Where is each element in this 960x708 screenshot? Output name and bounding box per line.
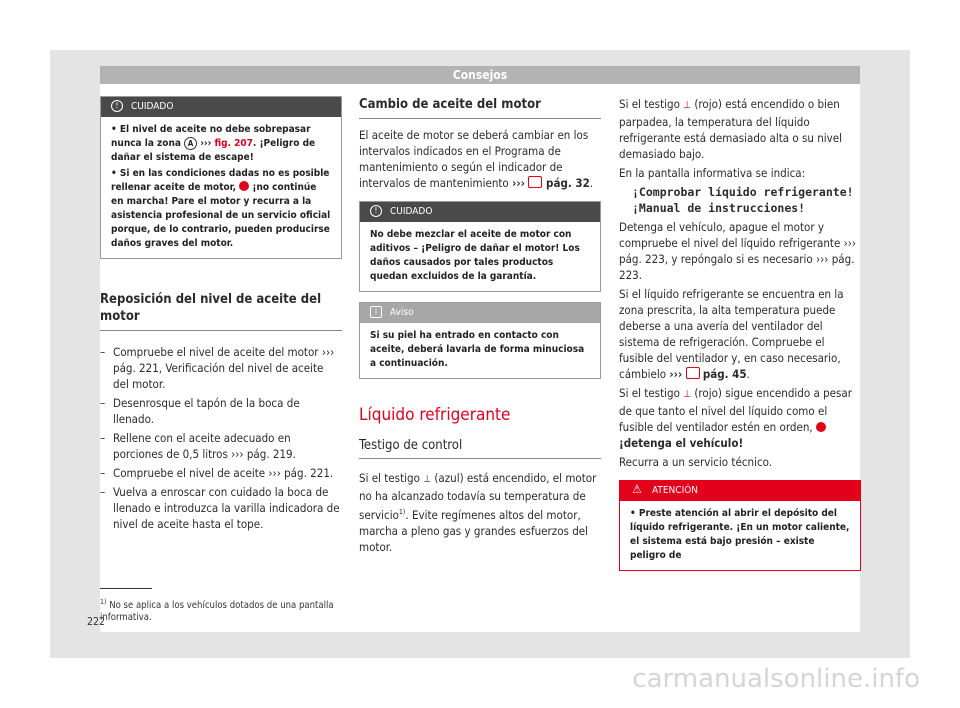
aviso-header: i Aviso [360, 303, 600, 323]
cuidado-box [100, 96, 342, 259]
cuidado-header: ! CUIDADO [101, 97, 341, 117]
display-message: ¡Comprobar líquido refrigerante! [632, 185, 854, 199]
atencion-header: ⚠ ATENCIÓN [620, 481, 860, 501]
warning-triangle-icon: ⚠ [632, 482, 642, 496]
paragraph: Detenga el vehículo, apague el motor y compruebe el nivel del líquido refrigerante ››› pág. 223, y repóngalo si es necesario ››› pág. 223. [619, 220, 857, 282]
running-header: Consejos [100, 66, 860, 84]
callout-a-icon: A [184, 137, 197, 150]
aviso-box: i Aviso Si su piel ha entrado en contacto con aceite, deberá lavarla de forma minuciosa a continuación. [359, 302, 601, 379]
column-left [100, 96, 342, 535]
page-link[interactable]: pág. 45 [702, 367, 747, 381]
coolant-temp-icon: ⊥ [423, 474, 432, 485]
column-right [619, 96, 861, 571]
section-title: Cambio de aceite del motor [359, 97, 541, 112]
list-item: – Compruebe el nivel de aceite del motor ››› pág. 221, Verificación del nivel de aceite del motor. [100, 344, 342, 392]
column-middle [359, 96, 601, 555]
paragraph: Si el testigo ⊥ (rojo) sigue encendido a pesar de que tanto el nivel del líquido como el fusible del ventilador estén en orden, ¡detenga el vehículo! [619, 386, 852, 450]
steps-list [100, 344, 342, 532]
paragraph: Si el testigo ⊥ (rojo) está encendido o bien parpadea, la temperatura del líquido refrigerante está demasiado alta o su nivel demasiado bajo. [619, 97, 843, 161]
warning-circle-icon: ! [370, 205, 382, 217]
page-link[interactable]: pág. 32 [542, 176, 590, 190]
oil-warning-icon [239, 181, 249, 191]
section-title: Reposición del nivel de aceite del motor [100, 292, 322, 324]
chapter-title: Líquido refrigerante [359, 405, 511, 425]
list-item: – Compruebe el nivel de aceite ››› pág. 221. [100, 465, 342, 481]
stop-warning-icon [816, 422, 826, 432]
paragraph: En la pantalla informativa se indica: [619, 166, 806, 180]
warning-circle-icon: ! [111, 100, 123, 112]
cuidado-bullet: • El nivel de aceite no debe sobrepasar nunca la zona A ››› fig. 207. ¡Peligro de dañar el sistema de escape! [111, 124, 316, 163]
footnote: $^{1)}$ No se aplica a los vehículos dotados de una pantalla informativa. [100, 598, 334, 624]
list-item: – Vuelva a enroscar con cuidado la boca de llenado e introduzca la varilla indicadora de nivel de aceite hasta el tope. [100, 484, 342, 532]
book-icon [686, 367, 700, 379]
cuidado-box: ! CUIDADO No debe mezclar el aceite de motor con aditivos – ¡Peligro de dañar el motor! Los daños causados por tales productos quedan excluidos de la garantía. [359, 201, 601, 292]
list-item: – Desenrosque el tapón de la boca de llenado. [100, 395, 342, 427]
display-message: ¡Manual de instrucciones! [632, 201, 806, 215]
cuidado-bullet: • Si en las condiciones dadas no es posible rellenar aceite de motor, ¡no continúe en marcha! Pare el motor y recurra a la asistencia profesional de un servicio oficial porque, de lo contrario, pueden producirse daños graves del motor. [111, 168, 331, 249]
info-icon: i [370, 306, 382, 318]
watermark: carmanualsonline.info [632, 664, 920, 694]
paragraph: Recurra a un servicio técnico. [619, 455, 773, 469]
footnote-rule [100, 588, 152, 589]
coolant-temp-icon: ⊥ [683, 100, 692, 111]
fig-link[interactable]: fig. 207 [214, 138, 253, 149]
paragraph: Si el testigo ⊥ (azul) está encendido, el motor no ha alcanzado todavía su temperatura de servicio$^{1)}$. Evite regímenes altos del motor, marcha a pleno gas y grandes esfuerzos del motor. [359, 471, 597, 554]
page-number: 222 [87, 616, 106, 628]
subsection-title: Testigo de control [359, 438, 463, 453]
paragraph: Si el líquido refrigerante se encuentra en la zona prescrita, la alta temperatura puede deberse a una avería del ventilador del sistema de refrigeración. Compruebe el fusible del ventilador y, en caso necesario, cámbielo ››› pág. 45. [619, 287, 844, 381]
book-icon [528, 176, 542, 188]
paragraph: El aceite de motor se deberá cambiar en los intervalos indicados en el Programa de mantenimiento o según el indicador de intervalos de mantenimiento ››› pág. 32. [359, 128, 594, 190]
cuidado-header: ! CUIDADO [360, 202, 600, 222]
list-item: – Rellene con el aceite adecuado en porciones de 0,5 litros ››› pág. 219. [100, 430, 342, 462]
coolant-temp-icon: ⊥ [683, 389, 692, 400]
atencion-box: ⚠ ATENCIÓN • Preste atención al abrir el depósito del líquido refrigerante. ¡En un motor caliente, el sistema está bajo presión – existe peligro de [619, 480, 861, 571]
